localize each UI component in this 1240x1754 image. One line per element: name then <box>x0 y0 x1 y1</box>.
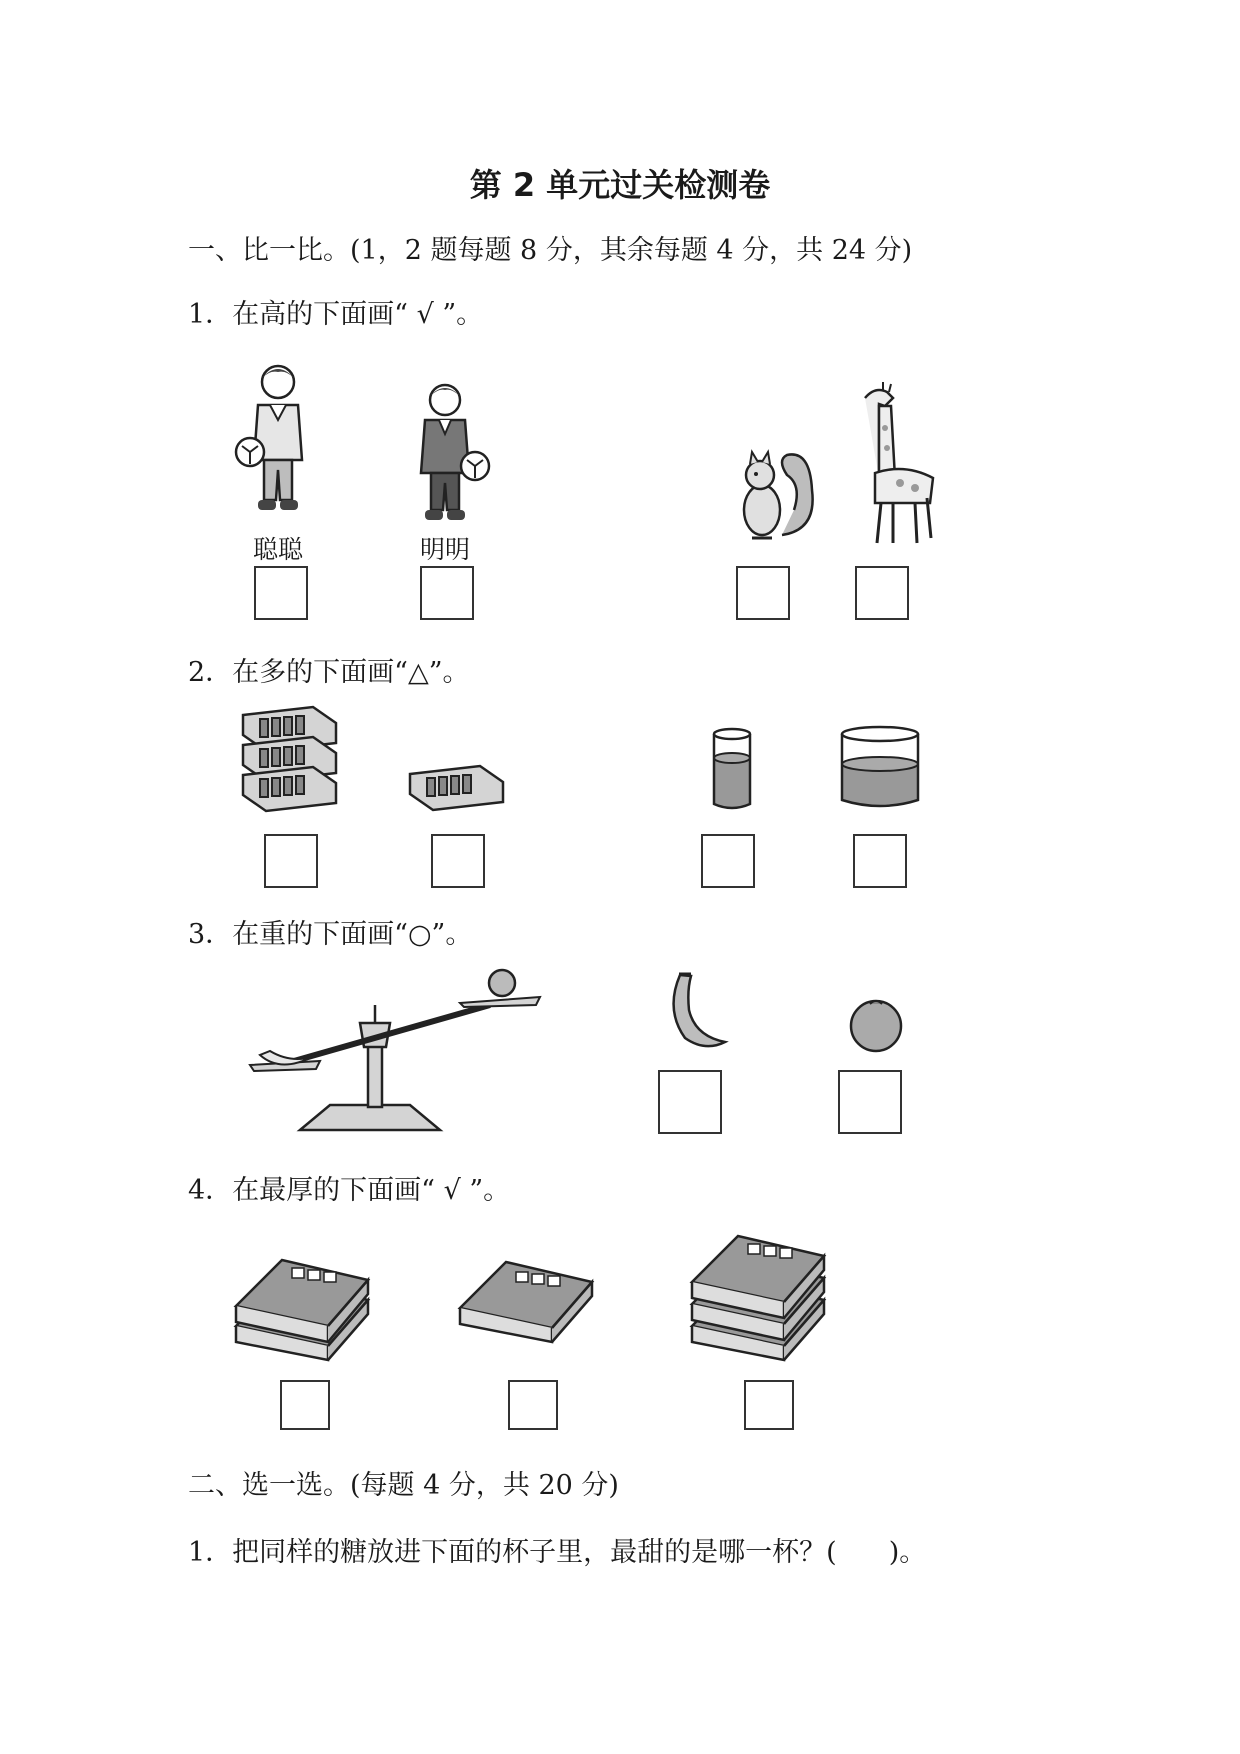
two-books-icon <box>232 1250 372 1360</box>
single-shelf-icon <box>405 762 505 810</box>
name-label-congcong: 聪聪 <box>252 535 303 564</box>
question-4-text: 4．在最厚的下面画“ √ ”。 <box>188 1175 511 1206</box>
question-3-text: 3．在重的下面画“○”。 <box>188 919 473 950</box>
small-water-glass-icon <box>712 728 752 810</box>
boy-with-ball-icon <box>228 360 328 520</box>
stacked-shelves-icon <box>238 705 338 810</box>
balance-scale-icon <box>240 965 550 1140</box>
answer-box-q2-3[interactable] <box>701 834 755 888</box>
answer-box-q2-2[interactable] <box>431 834 485 888</box>
answer-box-q2-4[interactable] <box>853 834 907 888</box>
answer-box-q1-4[interactable] <box>855 566 909 620</box>
page-title: 第 2 单元过关检测卷 <box>469 166 771 204</box>
answer-box-q1-3[interactable] <box>736 566 790 620</box>
answer-box-q3-2[interactable] <box>838 1070 902 1134</box>
giraffe-icon <box>845 378 935 548</box>
answer-box-q1-2[interactable] <box>420 566 474 620</box>
answer-box-q4-1[interactable] <box>280 1380 330 1430</box>
name-label-mingming: 明明 <box>419 535 470 564</box>
question-text-end: )。 <box>888 1537 927 1568</box>
section-one-heading: 一、比一比。(1，2 题每题 8 分，其余每题 4 分，共 24 分) <box>188 235 913 266</box>
boy-with-ball-icon <box>395 378 495 528</box>
question-text: 1．把同样的糖放进下面的杯子里，最甜的是哪一杯？( <box>188 1537 837 1568</box>
squirrel-icon <box>732 440 817 545</box>
banana-icon <box>665 970 730 1050</box>
section-two-heading: 二、选一选。(每题 4 分，共 20 分) <box>188 1470 619 1501</box>
answer-box-q4-2[interactable] <box>508 1380 558 1430</box>
one-book-icon <box>456 1262 596 1342</box>
orange-icon <box>848 998 904 1052</box>
answer-box-q4-3[interactable] <box>744 1380 794 1430</box>
answer-box-q1-1[interactable] <box>254 566 308 620</box>
three-books-icon <box>688 1226 828 1360</box>
question-2-text: 2．在多的下面画“△”。 <box>188 657 470 688</box>
answer-box-q3-1[interactable] <box>658 1070 722 1134</box>
question-1-text: 1．在高的下面画“ √ ”。 <box>188 299 484 330</box>
answer-box-q2-1[interactable] <box>264 834 318 888</box>
large-water-glass-icon <box>840 726 920 808</box>
section-two-question-1 <box>188 1530 926 1569</box>
